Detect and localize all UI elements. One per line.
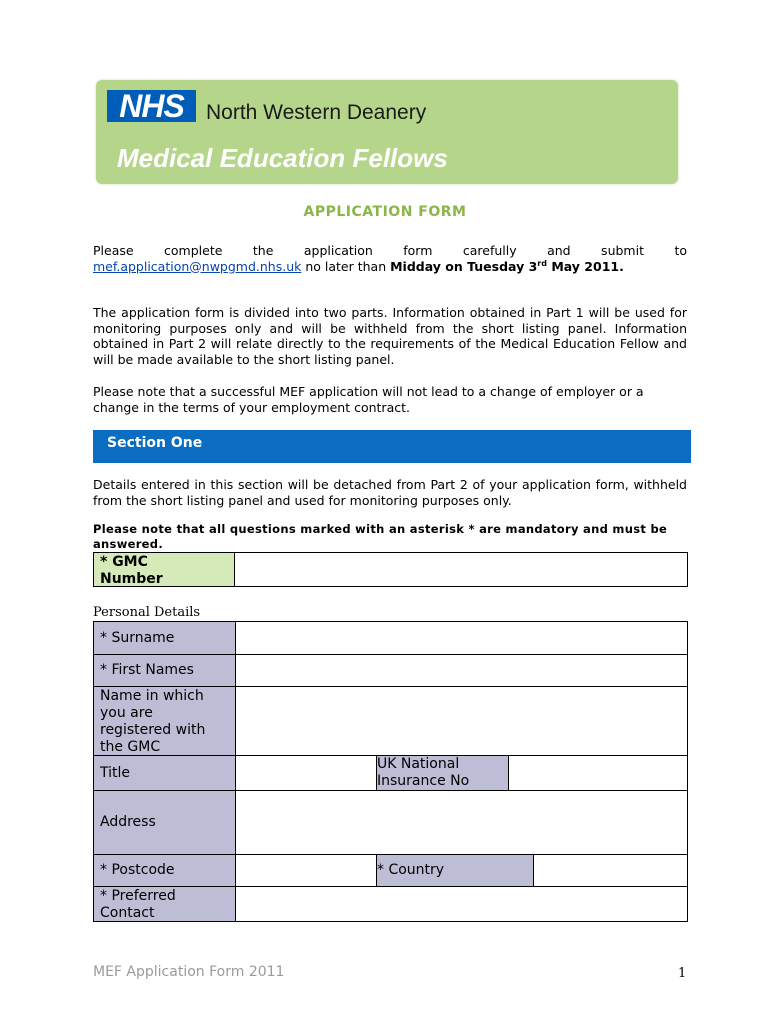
- intro-paragraph-3: Please note that a successful MEF application will not lead to a change of employer or a change in the terms of your employment contract.: [93, 384, 644, 415]
- gmc-number-label: [93, 552, 235, 587]
- gmc-label-text: [100, 554, 163, 588]
- intro-text-start: Please complete the application form carefully and submit to: [93, 243, 687, 258]
- ni-label-line2: Insurance No: [377, 773, 470, 789]
- title-label-text: Title: [100, 765, 131, 781]
- surname-label: [93, 621, 236, 655]
- preferred-contact-line1: * Preferred: [100, 888, 176, 904]
- country-label: [376, 854, 534, 887]
- first-names-field[interactable]: [235, 654, 688, 687]
- preferred-contact-field[interactable]: [235, 886, 688, 922]
- gmc-label-line1: * GMC: [100, 554, 148, 570]
- postcode-label: [93, 854, 236, 887]
- deadline-month: May 2011.: [546, 258, 624, 274]
- postcode-label-text: * Postcode: [100, 862, 175, 878]
- nhs-logo: NHS: [107, 90, 196, 122]
- address-label-text: Address: [100, 814, 156, 830]
- intro-text-mid: no later than: [301, 258, 391, 274]
- postcode-field[interactable]: [235, 854, 377, 887]
- registered-name-line4: the GMC: [100, 739, 161, 755]
- registered-name-line2: you are: [100, 705, 153, 721]
- surname-label-text: * Surname: [100, 630, 175, 646]
- gmc-number-field[interactable]: [234, 552, 688, 587]
- preferred-contact-label: [93, 886, 236, 922]
- footer-document-name: MEF Application Form 2011: [93, 964, 285, 980]
- first-names-label: [93, 654, 236, 687]
- intro-paragraph-1: [93, 243, 687, 274]
- intro-paragraph-2: The application form is divided into two parts. Information obtained in Part 1 will be used for monitoring purposes only and will be withheld from the short listing panel. Information obtained in Part 2 will relate directly to the requirements of the Medical Education Fellow and will be made available to the short listing panel.: [93, 305, 687, 367]
- registered-name-line1: Name in which: [100, 688, 204, 704]
- deadline-date: Midday on Tuesday 3: [390, 258, 538, 274]
- deadline-suffix: rd: [537, 258, 547, 268]
- title-label: [93, 755, 236, 791]
- banner-title: Medical Education Fellows: [117, 143, 448, 173]
- mandatory-note: Please note that all questions marked with an asterisk * are mandatory and must be answered.: [93, 522, 668, 551]
- registered-name-line3: registered with: [100, 722, 206, 738]
- surname-field[interactable]: [235, 621, 688, 655]
- ni-number-field[interactable]: [508, 755, 688, 791]
- address-field[interactable]: [235, 790, 688, 855]
- address-label: [93, 790, 236, 855]
- personal-details-heading: Personal Details: [93, 605, 201, 620]
- organisation-name: North Western Deanery: [206, 101, 427, 124]
- registered-name-label-text: [100, 688, 205, 756]
- section-one-header: Section One: [93, 430, 691, 463]
- page-number: 1: [678, 966, 687, 981]
- first-names-label-text: * First Names: [100, 662, 194, 678]
- ni-number-label: [376, 755, 509, 791]
- form-title: APPLICATION FORM: [303, 204, 467, 220]
- ni-label-text: [377, 756, 469, 790]
- country-label-text: * Country: [377, 862, 445, 878]
- preferred-contact-label-text: [100, 888, 176, 922]
- registered-name-label: [93, 686, 236, 756]
- email-link[interactable]: mef.application@nwpgmd.nhs.uk: [93, 258, 302, 274]
- section-description: Details entered in this section will be detached from Part 2 of your application form, withheld from the short listing panel and used for monitoring purposes only.: [93, 477, 687, 508]
- title-field[interactable]: [235, 755, 377, 791]
- registered-name-field[interactable]: [235, 686, 688, 756]
- gmc-label-line2: Number: [100, 571, 163, 587]
- deadline-text: [390, 259, 624, 274]
- preferred-contact-line2: Contact: [100, 905, 155, 921]
- ni-label-line1: UK National: [377, 756, 460, 772]
- country-field[interactable]: [533, 854, 688, 887]
